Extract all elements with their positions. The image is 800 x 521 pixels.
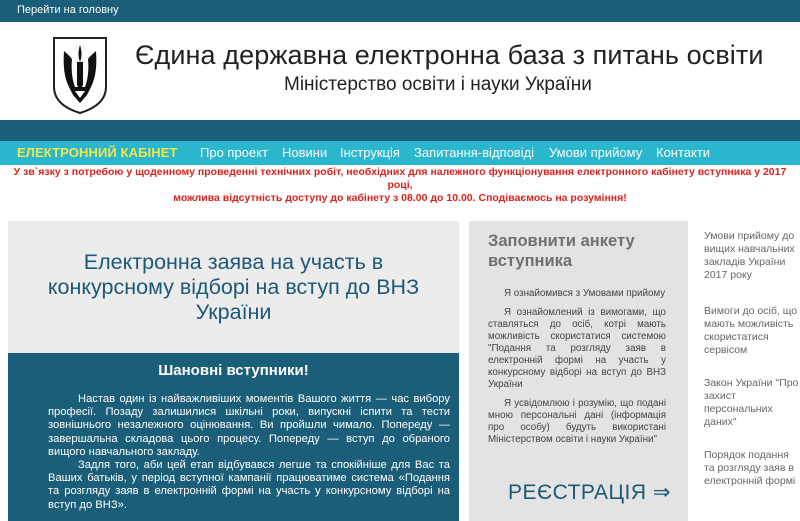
site-title: Єдина державна електронна база з питань освіти: [135, 40, 764, 70]
sidebar-link-admission-rules[interactable]: Умови прийому до вищих навчальних закладів України 2017 року: [704, 230, 795, 281]
nav-item-electronic-cabinet[interactable]: ЕЛЕКТРОННИЙ КАБІНЕТ: [17, 145, 178, 160]
sidebar-link-application-procedure[interactable]: Порядок подання та розгляду заяв в електронній формі: [704, 449, 796, 487]
page-title-line-3: України: [195, 300, 272, 324]
nav-item-faq[interactable]: Запитання-відповіді: [414, 145, 535, 160]
nav-item-admission-rules[interactable]: Умови прийому: [549, 145, 643, 160]
welcome-paragraph-2: Задля того, аби цей етап відбувався легше та спокійніше для Вас та Ваших батьків, у період вступної кампанії працюватиме система «Подання та розгляду заяв в електронній формі на участь у конкурсному відборі на вступ до ВНЗ».: [48, 459, 450, 511]
nav-item-about[interactable]: Про проект: [200, 145, 268, 160]
header-band: [0, 120, 800, 141]
main-column: [8, 221, 459, 521]
form-title: Заповнити анкету вступника: [488, 232, 635, 270]
home-link[interactable]: Перейти на головну: [17, 4, 119, 16]
maintenance-notice: [0, 166, 800, 205]
coat-of-arms-trident-icon[interactable]: [51, 35, 109, 115]
welcome-title: Шановні вступники!: [158, 362, 309, 379]
welcome-text: [48, 393, 450, 512]
term-personal-data-consent[interactable]: Я усвідомлюю і розумію, що подані мною персональні дані (інформація про особу) будуть використані Міністерством освіти і науки України": [488, 398, 666, 445]
site-subtitle: Міністерство освіти і науки України: [284, 74, 592, 95]
nav-item-instructions[interactable]: Інструкція: [340, 145, 400, 160]
sidebar-link-requirements[interactable]: Вимоги до осіб, що мають можливість скористатися сервісом: [704, 305, 798, 356]
term-rules-acknowledged[interactable]: Я ознайомився з Умовами прийому: [504, 288, 666, 299]
notice-line-2: можлива відсутність доступу до кабінету з 08.00 до 10.00. Сподіваємось на розуміння!: [173, 192, 627, 204]
top-bar: [0, 0, 800, 22]
main-nav: [0, 141, 800, 165]
notice-line-1: У зв`язку з потребою у щоденному проведенні технічних робіт, необхідних для належного функціонування електронного кабінету вступника у 2017 році,: [13, 166, 787, 191]
nav-item-contacts[interactable]: Контакти: [656, 145, 711, 160]
page-title-line-2: конкурсному відборі на вступ до ВНЗ: [47, 275, 420, 299]
site-header: [0, 22, 800, 120]
welcome-paragraph-1: Настав один із найважливіших моментів Вашого життя — час вибору професії. Позаду залишилися шкільні роки, випускні іспити та тести зовнішнього незалежного оцінювання. Ви пройшли чимало. Попереду — завершальна складова цього процесу. Попереду — вступ до обраного вищого навчального закладу.: [48, 393, 450, 458]
terms-list: [488, 288, 666, 453]
register-button[interactable]: РЕЄСТРАЦІЯ ⇒: [508, 481, 671, 504]
welcome-panel: [8, 353, 459, 521]
application-form-panel: [469, 221, 688, 521]
sidebar-links: [697, 221, 800, 521]
term-requirements-acknowledged[interactable]: Я ознайомлений із вимогами, що ставляться до осіб, котрі мають можливість скористатися системою "Подання та розгляду заяв в електронній формі на участь у конкурсному відборі на вступ до ВНЗ України: [488, 307, 666, 390]
page-title-line-1: Електронна заява на участь в: [83, 250, 384, 274]
sidebar-link-data-protection-law[interactable]: Закон України "Про захист персональних даних": [704, 377, 799, 428]
nav-item-news[interactable]: Новини: [282, 145, 328, 160]
page-title: [8, 250, 459, 325]
